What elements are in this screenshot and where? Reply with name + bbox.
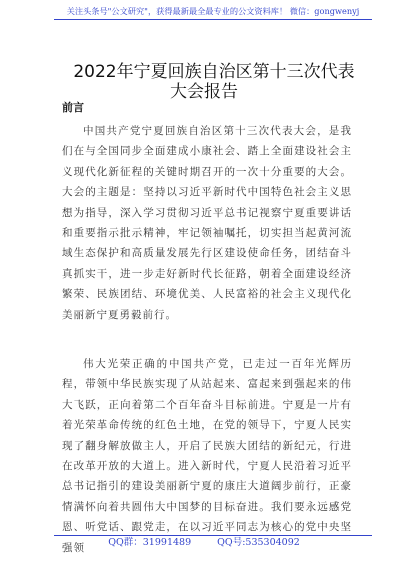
document-title-line-1: 2022年宁夏回族自治区第十三次代表: [73, 62, 355, 82]
footer-divider: [54, 535, 372, 536]
document-title-line-2: 大会报告: [170, 82, 238, 102]
promo-banner: 关注头条号"公文研究"，获得最新最全最专业的公文资料库！ 微信：gongwenyj: [66, 6, 360, 16]
section-heading: 前言: [62, 101, 84, 114]
footer-contact: [0, 537, 408, 549]
qq-group-text: QQ群：31991489: [108, 537, 192, 548]
qq-number-text: QQ号:535304092: [217, 537, 300, 548]
header-divider: [54, 19, 372, 20]
body-paragraph-1: 中国共产党宁夏回族自治区第十三次代表大会，是我们在与全国同步全面建成小康社会、踏上全面建设社会主义现代化新征程的关键时期召开的一次十分重要的大会。大会的主题是：坚持以习近平新时代中国特色社会主义思想为指导，深入学习贯彻习近平总书记视察宁夏重要讲话和重要指示批示精神，牢记领袖嘱托，切实担当起黄河流域生态保护和高质量发展先行区建设使命任务，团结奋斗真抓实干，进一步走好新时代长征路，朝着全面建设经济繁荣、民族团结、环境优美、人民富裕的社会主义现代化美丽新宁夏勇毅前行。: [62, 125, 352, 321]
body-paragraph-2: 伟大光荣正确的中国共产党，已走过一百年光辉历程，带领中华民族实现了从站起来、富起来到强起来的伟大飞跃，正向着第二个百年奋斗目标前进。宁夏是一片有着光荣革命传统的红色土地，在党的领导下，宁夏人民实现了翻身解放做主人，开启了民族大团结的新纪元，行进在改革开放的大道上。进入新时代，宁夏人民沿着习近平总书记指引的建设美丽新宁夏的康庄大道阔步前行，正豪情满怀向着共圆伟大中国梦的目标奋进。我们要永远感党恩、听党话、跟党走，在以习近平同志为核心的党中央坚强领: [62, 358, 352, 554]
